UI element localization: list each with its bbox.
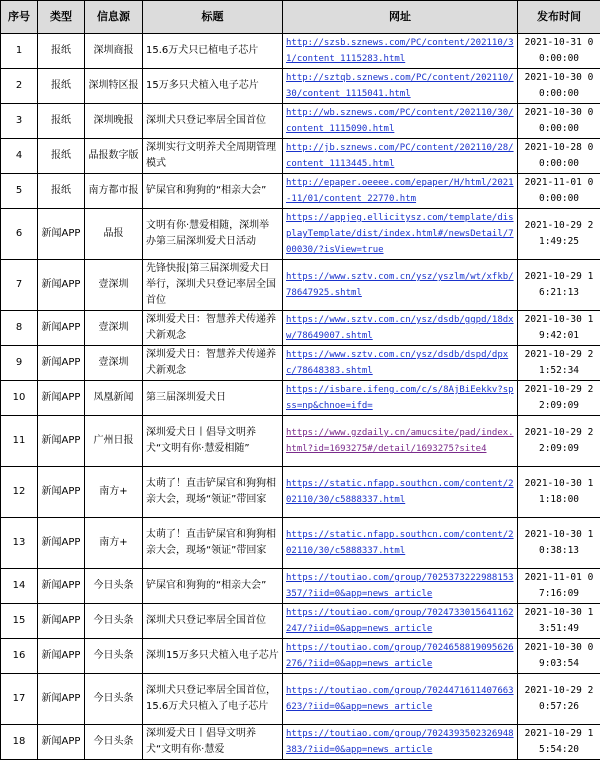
row-date: 2021-11-01 00:00:00 (518, 174, 600, 209)
row-url-link[interactable]: https://www.sztv.com.cn/ysz/dsdb/dspd/dpxc/78648383.shtml (286, 350, 509, 376)
table-row (1, 174, 600, 209)
row-type: 报纸 (38, 69, 85, 104)
header-url: 网址 (283, 1, 518, 34)
row-date: 2021-10-29 21:52:34 (518, 346, 600, 381)
row-source: 今日头条 (85, 569, 143, 604)
row-source: 今日头条 (85, 674, 143, 725)
row-number: 3 (1, 104, 38, 139)
row-title: 15万多只犬植入电子芯片 (143, 69, 283, 104)
row-url-cell (283, 639, 518, 674)
row-type: 报纸 (38, 104, 85, 139)
row-url-cell (283, 518, 518, 569)
row-number: 1 (1, 34, 38, 69)
row-url-link[interactable]: https://www.sztv.com.cn/ysz/yszlm/wt/xfkb/78647925.shtml (286, 272, 514, 298)
row-url-link[interactable]: https://isbare.ifeng.com/c/s/8AjBiEekkv?spss=np&chnoe=ifd= (286, 385, 514, 411)
row-title: 深圳爱犬日丨倡导文明养犬“文明有你·慧爱 (143, 725, 283, 760)
row-source: 今日头条 (85, 639, 143, 674)
row-title: 深圳犬只登记率居全国首位，15.6万犬只植入了电子芯片 (143, 674, 283, 725)
row-date: 2021-10-28 00:00:00 (518, 139, 600, 174)
row-url-cell (283, 139, 518, 174)
row-type: 新闻APP (38, 311, 85, 346)
row-type: 新闻APP (38, 569, 85, 604)
row-date: 2021-10-31 00:00:00 (518, 34, 600, 69)
row-title: 第三届深圳爱犬日 (143, 381, 283, 416)
row-date: 2021-10-29 22:09:09 (518, 416, 600, 467)
row-type: 新闻APP (38, 260, 85, 311)
row-type: 新闻APP (38, 346, 85, 381)
row-title: 太萌了！直击铲屎官和狗狗相亲大会，现场“领证”带回家 (143, 467, 283, 518)
row-url-cell (283, 467, 518, 518)
row-type: 新闻APP (38, 674, 85, 725)
row-url-link[interactable]: http://wb.sznews.com/PC/content/202110/30/content_1115090.html (286, 108, 514, 134)
row-url-link[interactable]: http://sztqb.sznews.com/PC/content/202110/30/content_1115041.html (286, 73, 514, 99)
table-row (1, 416, 600, 467)
row-url-cell (283, 569, 518, 604)
row-url-link[interactable]: http://jb.sznews.com/PC/content/202110/28/content_1113445.html (286, 143, 514, 169)
table-row (1, 69, 600, 104)
table-row (1, 725, 600, 760)
row-source: 晶报 (85, 209, 143, 260)
row-url-cell (283, 346, 518, 381)
row-date: 2021-10-30 13:51:49 (518, 604, 600, 639)
table-row (1, 674, 600, 725)
row-title: 太萌了！直击铲屎官和狗狗相亲大会，现场“领证”带回家 (143, 518, 283, 569)
row-source: 今日头条 (85, 725, 143, 760)
row-url-link[interactable]: https://toutiao.com/group/7024393502326948383/?iid=0&app=news_article (286, 729, 514, 755)
row-url-link[interactable]: https://www.gzdaily.cn/amucsite/pad/index.html?id=1693275#/detail/1693275?site4 (286, 428, 514, 454)
row-url-link[interactable]: http://epaper.oeeee.com/epaper/H/html/2021-11/01/content_22770.htm (286, 178, 514, 204)
header-type: 类型 (38, 1, 85, 34)
row-url-link[interactable]: https://appjeg.ellicitysz.com/template/displayTemplate/dist/index.html#/newsDetail/700030/?isView=true (286, 213, 514, 255)
row-source: 深圳特区报 (85, 69, 143, 104)
row-date: 2021-10-30 11:18:00 (518, 467, 600, 518)
row-url-link[interactable]: https://toutiao.com/group/7025373222988153357/?iid=0&app=news_article (286, 573, 514, 599)
row-number: 8 (1, 311, 38, 346)
row-date: 2021-10-30 09:03:54 (518, 639, 600, 674)
table-row (1, 260, 600, 311)
row-date: 2021-10-30 19:42:01 (518, 311, 600, 346)
table-row (1, 604, 600, 639)
row-source: 深圳晚报 (85, 104, 143, 139)
row-number: 12 (1, 467, 38, 518)
row-number: 5 (1, 174, 38, 209)
row-date: 2021-10-30 00:00:00 (518, 69, 600, 104)
row-type: 新闻APP (38, 209, 85, 260)
row-url-cell (283, 34, 518, 69)
row-source: 今日头条 (85, 604, 143, 639)
row-number: 15 (1, 604, 38, 639)
row-url-cell (283, 104, 518, 139)
row-number: 6 (1, 209, 38, 260)
row-title: 15.6万犬只已植电子芯片 (143, 34, 283, 69)
row-date: 2021-10-29 21:49:25 (518, 209, 600, 260)
table-row (1, 139, 600, 174)
row-date: 2021-10-29 22:09:09 (518, 381, 600, 416)
row-title: 深圳犬只登记率居全国首位 (143, 104, 283, 139)
row-type: 新闻APP (38, 416, 85, 467)
row-source: 南方+ (85, 467, 143, 518)
row-title: 文明有你·慧爱相随，深圳举办第三届深圳爱犬日活动 (143, 209, 283, 260)
header-source: 信息源 (85, 1, 143, 34)
row-source: 南方+ (85, 518, 143, 569)
row-title: 深圳爱犬日：智慧养犬传递养犬新观念 (143, 311, 283, 346)
row-url-link[interactable]: https://toutiao.com/group/7024733015641162247/?iid=0&app=news_article (286, 608, 514, 634)
row-url-cell (283, 725, 518, 760)
table-header-row (1, 1, 600, 34)
row-number: 18 (1, 725, 38, 760)
row-source: 广州日报 (85, 416, 143, 467)
row-source: 壹深圳 (85, 260, 143, 311)
row-url-cell (283, 381, 518, 416)
table-row (1, 104, 600, 139)
table-row (1, 346, 600, 381)
table-body (1, 34, 600, 760)
row-url-cell (283, 174, 518, 209)
header-date: 发布时间 (518, 1, 600, 34)
row-url-link[interactable]: http://szsb.sznews.com/PC/content/202110/31/content_1115283.html (286, 38, 514, 64)
row-number: 2 (1, 69, 38, 104)
row-source: 壹深圳 (85, 346, 143, 381)
row-url-cell (283, 604, 518, 639)
row-number: 17 (1, 674, 38, 725)
row-type: 新闻APP (38, 467, 85, 518)
row-type: 新闻APP (38, 725, 85, 760)
row-url-link[interactable]: https://static.nfapp.southcn.com/content/202110/30/c5888337.html (286, 530, 514, 556)
row-source: 凤凰新闻 (85, 381, 143, 416)
row-type: 新闻APP (38, 604, 85, 639)
row-source: 南方都市报 (85, 174, 143, 209)
row-number: 9 (1, 346, 38, 381)
row-url-cell (283, 209, 518, 260)
row-url-link[interactable]: https://www.sztv.com.cn/ysz/dsdb/ggpd/18dxw/78649007.shtml (286, 315, 514, 341)
row-url-cell (283, 674, 518, 725)
table-row (1, 381, 600, 416)
row-type: 新闻APP (38, 639, 85, 674)
row-title: 深圳15万多只犬植入电子芯片 (143, 639, 283, 674)
row-type: 新闻APP (38, 518, 85, 569)
row-date: 2021-11-01 07:16:09 (518, 569, 600, 604)
row-number: 11 (1, 416, 38, 467)
table-row (1, 311, 600, 346)
row-url-link[interactable]: https://toutiao.com/group/7024658819095626276/?iid=0&app=news_article (286, 643, 514, 669)
row-type: 报纸 (38, 174, 85, 209)
table-row (1, 209, 600, 260)
row-title: 铲屎官和狗狗的“相亲大会” (143, 569, 283, 604)
row-url-cell (283, 311, 518, 346)
row-date: 2021-10-29 16:21:13 (518, 260, 600, 311)
row-date: 2021-10-30 00:00:00 (518, 104, 600, 139)
row-title: 先锋快报|第三届深圳爱犬日举行，深圳犬只登记率居全国首位 (143, 260, 283, 311)
row-source: 深圳商报 (85, 34, 143, 69)
table-row (1, 518, 600, 569)
row-title: 深圳实行文明养犬全周期管理模式 (143, 139, 283, 174)
row-number: 14 (1, 569, 38, 604)
row-url-cell (283, 416, 518, 467)
row-date: 2021-10-30 10:38:13 (518, 518, 600, 569)
row-date: 2021-10-29 15:54:20 (518, 725, 600, 760)
row-title: 深圳爱犬日丨倡导文明养犬“文明有你·慧爱相随” (143, 416, 283, 467)
table-row (1, 569, 600, 604)
row-number: 10 (1, 381, 38, 416)
row-title: 铲屎官和狗狗的“相亲大会” (143, 174, 283, 209)
row-number: 13 (1, 518, 38, 569)
row-url-link[interactable]: https://static.nfapp.southcn.com/content/202110/30/c5888337.html (286, 479, 514, 505)
row-source: 晶报数字版 (85, 139, 143, 174)
row-title: 深圳爱犬日：智慧养犬传递养犬新观念 (143, 346, 283, 381)
row-url-link[interactable]: https://toutiao.com/group/7024471611407663623/?iid=0&app=news_article (286, 686, 514, 712)
row-date: 2021-10-29 20:57:26 (518, 674, 600, 725)
row-number: 7 (1, 260, 38, 311)
row-type: 新闻APP (38, 381, 85, 416)
row-type: 报纸 (38, 34, 85, 69)
table-row (1, 639, 600, 674)
header-no: 序号 (1, 1, 38, 34)
row-title: 深圳犬只登记率居全国首位 (143, 604, 283, 639)
row-source: 壹深圳 (85, 311, 143, 346)
table-row (1, 34, 600, 69)
header-title: 标题 (143, 1, 283, 34)
row-type: 报纸 (38, 139, 85, 174)
row-url-cell (283, 69, 518, 104)
row-number: 4 (1, 139, 38, 174)
row-url-cell (283, 260, 518, 311)
row-number: 16 (1, 639, 38, 674)
table-row (1, 467, 600, 518)
